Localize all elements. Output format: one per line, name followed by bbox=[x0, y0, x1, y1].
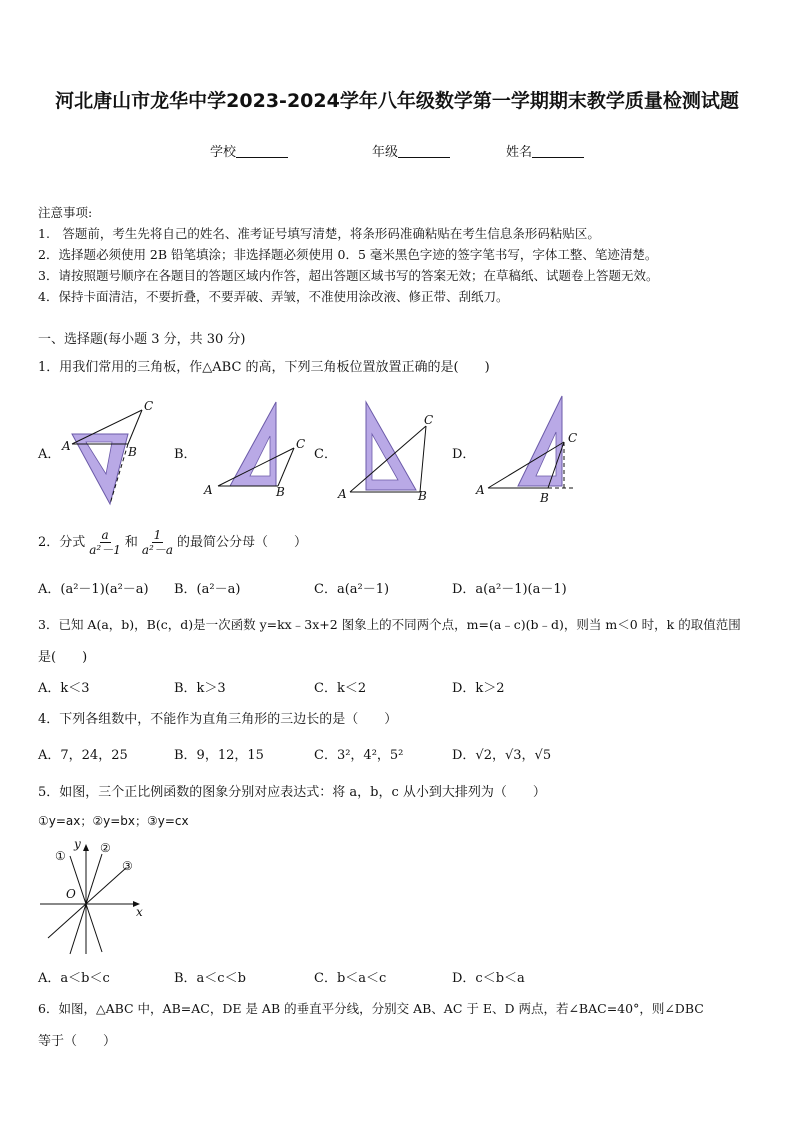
origin-label: O bbox=[66, 887, 76, 901]
fraction-2: $\frac{1}{\text{a²－a}}$ bbox=[141, 528, 174, 557]
notice-heading: 注意事项: bbox=[38, 205, 93, 220]
label-a: A bbox=[476, 483, 485, 497]
label-b: B bbox=[418, 489, 427, 503]
notice-item: 3．请按照题号顺序在各题目的答题区域内作答，超出答题区域书写的答案无效；在草稿纸、试题卷上答题无效。 bbox=[38, 268, 659, 283]
q1-option-d: D． bbox=[452, 447, 476, 462]
question-2: 2．分式 $\frac{a}{\text{a²－1}}$ 和 $\frac{1}{\text{a²－a}}$ 的最简公分母（ ） bbox=[38, 528, 308, 557]
q3-option-b: B．k＞3 bbox=[174, 681, 226, 696]
label-b: B bbox=[540, 491, 549, 505]
q4-option-d: D．√2，√3，√5 bbox=[452, 748, 552, 763]
q1-option-c: C． bbox=[314, 447, 337, 462]
y-axis-label: y bbox=[74, 837, 81, 851]
label-line-1: ① bbox=[55, 849, 66, 863]
q1-figure-b bbox=[200, 396, 318, 506]
notice-item: 4．保持卡面清洁，不要折叠，不要弄破、弄皱，不准使用涂改液、修正带、刮纸刀。 bbox=[38, 289, 509, 304]
q5-option-a: A．a＜b＜c bbox=[38, 971, 110, 986]
q3-option-a: A．k＜3 bbox=[38, 681, 90, 696]
label-c: C bbox=[568, 431, 578, 445]
q1-figure-c bbox=[336, 396, 446, 508]
q5-option-d: D．c＜b＜a bbox=[452, 971, 525, 986]
q1-figure-d bbox=[476, 394, 594, 506]
question-5-formula: ①y=ax；②y=bx；③y=cx bbox=[38, 814, 189, 828]
q2-option-d: D．a(a²－1)(a－1) bbox=[452, 582, 567, 597]
q1-option-a: A． bbox=[38, 447, 61, 462]
q3-option-c: C．k＜2 bbox=[314, 681, 367, 696]
question-3: 3．已知 A(a，b)，B(c，d)是一次函数 y=kx﹣3x+2 图象上的不同两个点，m=(a﹣c)(b﹣d)，则当 m＜0 时，k 的取值范围 bbox=[38, 617, 741, 632]
grade-field: 年级 bbox=[372, 141, 450, 160]
question-4: 4．下列各组数中，不能作为直角三角形的三边长的是（ ） bbox=[38, 712, 398, 727]
school-field: 学校 bbox=[210, 141, 288, 160]
name-field: 姓名 bbox=[506, 141, 584, 160]
q4-option-b: B．9，12，15 bbox=[174, 748, 264, 763]
label-c: C bbox=[424, 413, 434, 427]
question-3-cont: 是( ) bbox=[38, 650, 88, 665]
q4-option-c: C．3²，4²，5² bbox=[314, 748, 404, 763]
side-bc bbox=[278, 448, 294, 486]
q1-option-b: B． bbox=[174, 447, 197, 462]
q1-figure-a bbox=[56, 396, 156, 512]
question-5: 5．如图，三个正比例函数的图象分别对应表达式：将 a，b，c 从小到大排列为（ ） bbox=[38, 785, 546, 800]
line-3 bbox=[48, 868, 126, 938]
q3-option-d: D．k＞2 bbox=[452, 681, 505, 696]
q5-option-b: B．a＜c＜b bbox=[174, 971, 246, 986]
label-c: C bbox=[296, 437, 306, 451]
q5-graph bbox=[36, 834, 156, 958]
label-c: C bbox=[144, 399, 154, 413]
notice-item: 2．选择题必须使用 2B 铅笔填涂；非选择题必须使用 0．5 毫米黑色字迹的签字笔书写，字体工整、笔迹清楚。 bbox=[38, 247, 658, 262]
label-a: A bbox=[62, 439, 71, 453]
q5-option-c: C．b＜a＜c bbox=[314, 971, 387, 986]
q4-option-a: A．7，24，25 bbox=[38, 748, 128, 763]
label-line-3: ③ bbox=[122, 859, 133, 873]
y-axis-arrow bbox=[83, 844, 89, 851]
q2-option-a: A．(a²－1)(a²－a) bbox=[38, 582, 149, 597]
section-heading: 一、选择题(每小题 3 分，共 30 分) bbox=[38, 332, 246, 347]
x-axis-label: x bbox=[136, 905, 143, 919]
question-1: 1．用我们常用的三角板，作△ABC 的高，下列三角板位置放置正确的是( ) bbox=[38, 360, 490, 375]
label-b: B bbox=[276, 485, 285, 499]
label-a: A bbox=[204, 483, 213, 497]
side-bc bbox=[420, 426, 426, 492]
label-a: A bbox=[338, 487, 347, 501]
question-6-cont: 等于（ ） bbox=[38, 1034, 117, 1049]
question-6: 6．如图，△ABC 中，AB=AC，DE 是 AB 的垂直平分线，分别交 AB、AC 于 E、D 两点，若∠BAC=40°，则∠DBC bbox=[38, 1001, 704, 1016]
label-b: B bbox=[128, 445, 137, 459]
fraction-1: $\frac{a}{\text{a²－1}}$ bbox=[89, 528, 121, 557]
q2-option-b: B．(a²－a) bbox=[174, 582, 241, 597]
q2-option-c: C．a(a²－1) bbox=[314, 582, 390, 597]
exam-title: 河北唐山市龙华中学2023-2024学年八年级数学第一学期期末教学质量检测试题 bbox=[55, 90, 739, 112]
side-bc bbox=[128, 410, 142, 444]
label-line-2: ② bbox=[100, 841, 111, 855]
notice-item: 1. 答题前，考生先将自己的姓名、准考证号填写清楚，将条形码准确粘贴在考生信息条形码粘贴区。 bbox=[38, 226, 600, 241]
